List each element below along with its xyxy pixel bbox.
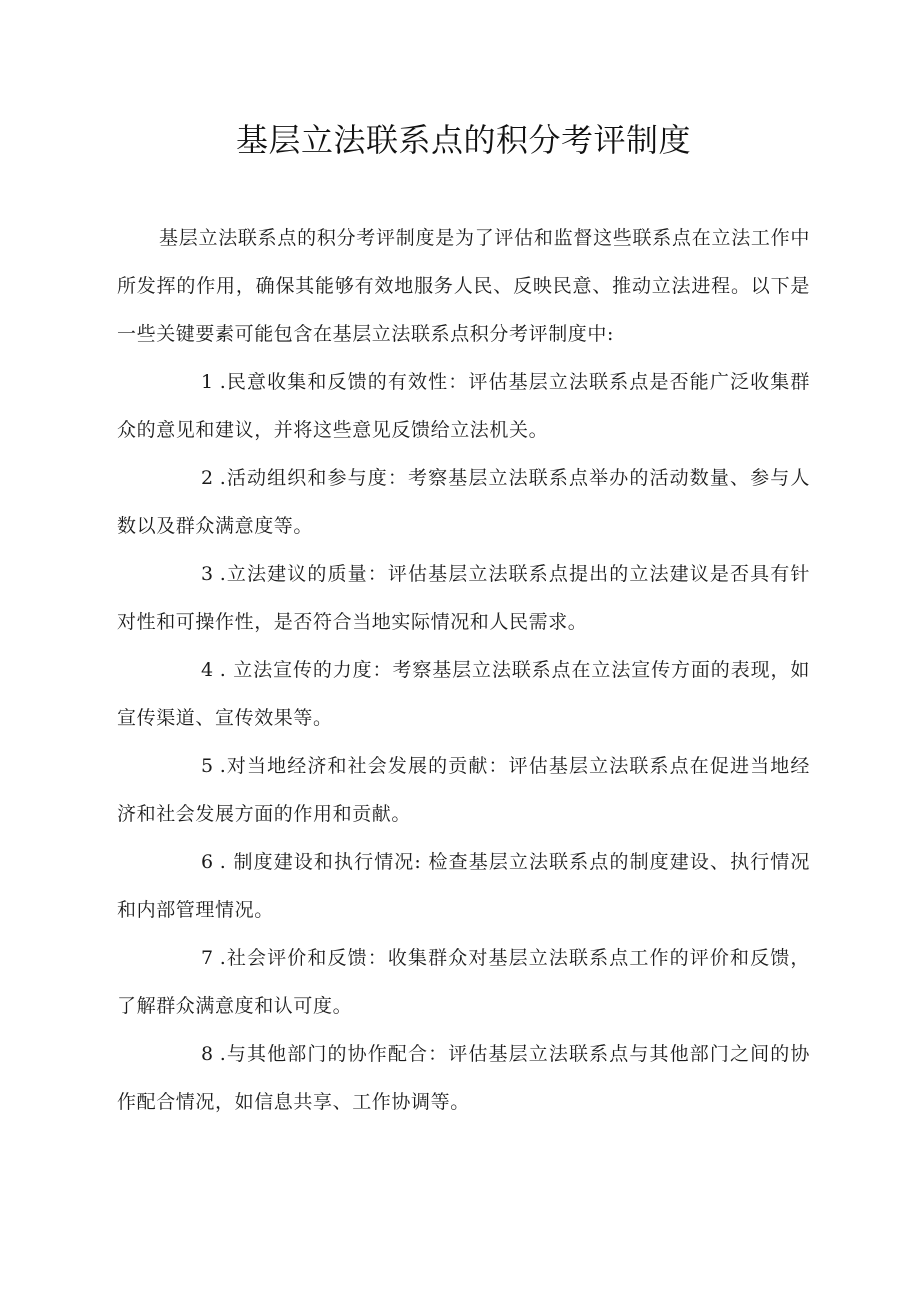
item-text: .民意收集和反馈的有效性：评估基层立法联系点是否能广泛收集群众的意见和建议，并将这些意见反馈给立法机关。 [117, 371, 810, 441]
list-item [117, 838, 810, 934]
list-item [117, 646, 810, 742]
item-text: .与其他部门的协作配合：评估基层立法联系点与其他部门之间的协作配合情况，如信息共享、工作协调等。 [117, 1043, 810, 1113]
item-number: 2 [201, 467, 214, 489]
list-item [117, 358, 810, 454]
item-number: 7 [201, 947, 214, 969]
item-text: .社会评价和反馈：收集群众对基层立法联系点工作的评价和反馈，了解群众满意度和认可度。 [117, 947, 810, 1017]
list-item [117, 550, 810, 646]
list-item [117, 1030, 810, 1126]
list-item [117, 742, 810, 838]
document-body [117, 214, 810, 1126]
item-text: .立法建议的质量：评估基层立法联系点提出的立法建议是否具有针对性和可操作性，是否符合当地实际情况和人民需求。 [117, 563, 810, 633]
item-number: 5 [201, 755, 214, 777]
item-number: 4 [201, 659, 214, 681]
item-number: 1 [201, 371, 214, 393]
list-item [117, 454, 810, 550]
item-number: 6 [201, 851, 214, 873]
item-text: .对当地经济和社会发展的贡献：评估基层立法联系点在促进当地经济和社会发展方面的作用和贡献。 [117, 755, 810, 825]
item-text: . 立法宣传的力度：考察基层立法联系点在立法宣传方面的表现，如宣传渠道、宣传效果等。 [117, 659, 810, 729]
list-item [117, 934, 810, 1030]
item-text: .活动组织和参与度：考察基层立法联系点举办的活动数量、参与人数以及群众满意度等。 [117, 467, 810, 537]
item-text: . 制度建设和执行情况: 检查基层立法联系点的制度建设、执行情况和内部管理情况。 [117, 851, 810, 921]
item-number: 3 [201, 563, 214, 585]
intro-paragraph: 基层立法联系点的积分考评制度是为了评估和监督这些联系点在立法工作中所发挥的作用，确保其能够有效地服务人民、反映民意、推动立法进程。以下是一些关键要素可能包含在基层立法联系点积分考评制度中: [117, 227, 810, 345]
item-number: 8 [201, 1043, 214, 1065]
page-title: 基层立法联系点的积分考评制度 [235, 121, 691, 159]
